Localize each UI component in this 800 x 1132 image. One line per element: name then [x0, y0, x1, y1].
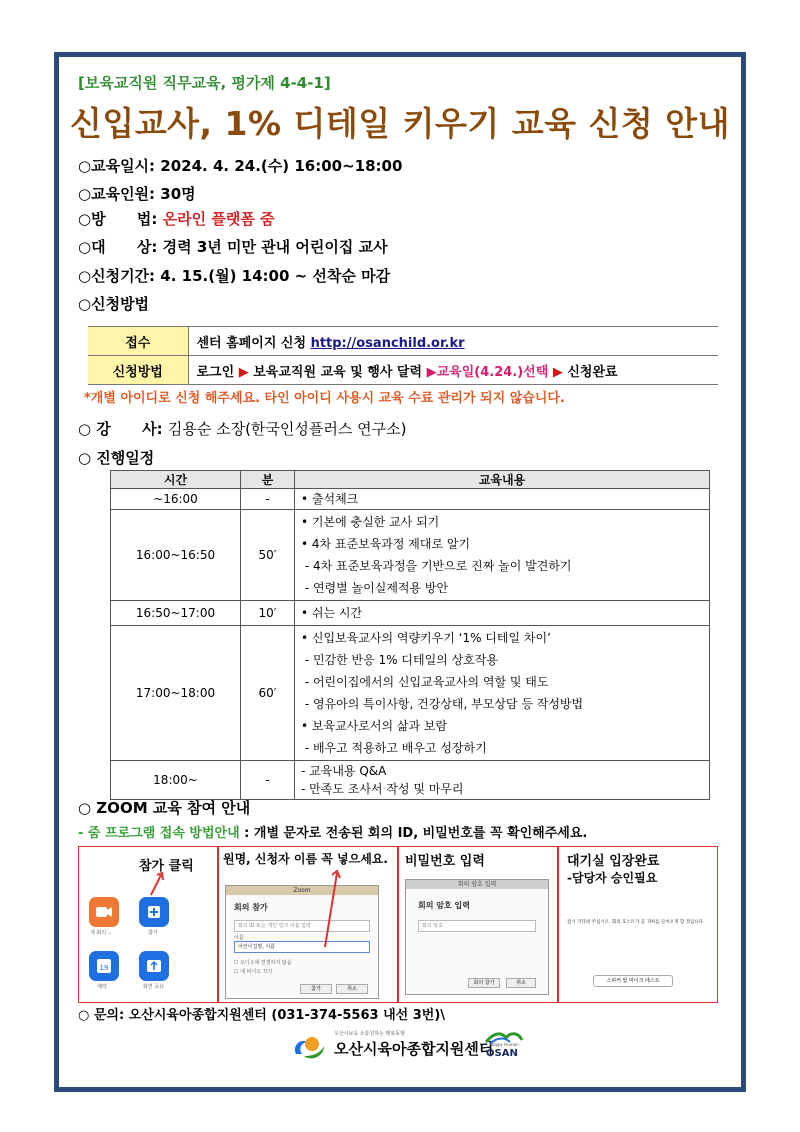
- option-video-off-label: 내 비디오 끄기: [240, 969, 273, 975]
- apply-table: [88, 326, 718, 385]
- apply-row1-text: 센터 홈페이지 신청: [196, 335, 307, 351]
- schedule-content: [295, 626, 710, 761]
- info-date-label: ○교육일시:: [78, 157, 156, 175]
- info-date: [78, 155, 402, 176]
- schedule-header-content: 교육내용: [295, 471, 710, 489]
- cancel-button[interactable]: 취소: [506, 978, 536, 988]
- schedule-content: [295, 601, 710, 626]
- instructor-label: ○ 강 사:: [78, 420, 163, 438]
- schedule-item: - 배우고 적용하고 배우고 성장하기: [301, 741, 487, 755]
- schedule-min: -: [241, 489, 295, 510]
- calendar-date: 19: [99, 964, 109, 972]
- name-field-label: 이름: [234, 935, 244, 941]
- schedule-label: ○ 진행일정: [78, 449, 155, 467]
- id-notice: *개별 아이디로 신청 해주세요. 타인 아이디 사용시 교육 수료 관리가 되지 않습니다.: [84, 391, 565, 406]
- step-calendar: 보육교직원 교육 및 행사 달력: [253, 364, 423, 380]
- zoom-panel-enter-name: [218, 846, 398, 1003]
- info-target-value: 경력 3년 미만 관내 어린이집 교사: [162, 238, 388, 256]
- schedule-table: [110, 470, 710, 800]
- arrow-icon: ▶: [238, 364, 249, 380]
- join-plus-icon[interactable]: [139, 897, 169, 927]
- info-people-label: ○교육인원:: [78, 185, 156, 203]
- option-no-audio-label: 오디오에 연결하지 않음: [240, 960, 292, 966]
- option-video-off[interactable]: ☐ 내 비디오 끄기: [234, 969, 273, 975]
- info-method-value: 온라인 플랫폼 줌: [162, 210, 275, 228]
- homepage-link[interactable]: http://osanchild.or.kr: [310, 335, 465, 351]
- new-meeting-label: 새 회의 ⌄: [90, 930, 112, 936]
- schedule-min: -: [241, 761, 295, 800]
- password-dialog: [405, 879, 549, 995]
- panel1-title: 참가 클릭: [139, 859, 194, 874]
- schedule-item: • 보육교사로서의 삶과 보람: [301, 719, 448, 733]
- table-row: [111, 626, 710, 761]
- meeting-id-input[interactable]: 회의 ID 또는 개인 링크 이름 입력: [234, 920, 370, 932]
- join-label: 참가: [148, 930, 158, 936]
- waiting-message: 잠시 기다려 주십시오. 회의 호스트가 곧 귀하를 들어오게 할 것입니다.: [567, 920, 705, 925]
- schedule-content: [295, 489, 710, 510]
- schedule-item: • 신입보육교사의 역량키우기 ‘1% 디테일 차이’: [301, 631, 551, 645]
- logo-name: 오산시육아종합지원센터: [334, 1040, 494, 1058]
- arrow-icon: ▶: [552, 364, 563, 380]
- table-row: [111, 489, 710, 510]
- dialog-titlebar: Zoom: [226, 886, 378, 895]
- logo-small-text: 오산시보육 소통원하는 행복동행: [334, 1031, 405, 1037]
- instructor: [78, 418, 406, 439]
- schedule-item: • 출석체크: [301, 492, 359, 506]
- video-camera-icon[interactable]: [89, 897, 119, 927]
- panel2-title: 원명, 신청자 이름 꼭 넣으세요.: [223, 852, 388, 866]
- apply-row-receipt: [88, 327, 718, 356]
- dialog-heading: 회의 참가: [234, 903, 268, 912]
- cancel-button[interactable]: 취소: [336, 984, 368, 994]
- arrow-icon: ▶: [426, 364, 437, 380]
- schedule-content: [295, 510, 710, 601]
- zoom-subtitle-green: - 줌 프로그램 접속 방법안내: [78, 826, 240, 841]
- schedule-item: • 기본에 충실한 교사 되기: [301, 515, 440, 529]
- schedule-time: 17:00~18:00: [111, 626, 241, 761]
- schedule-item: - 민감한 반응 1% 디테일의 상호작용: [301, 653, 498, 667]
- table-row: [111, 601, 710, 626]
- zoom-heading: ○ ZOOM 교육 참여 안내: [78, 799, 251, 817]
- info-people: [78, 183, 196, 204]
- option-no-audio[interactable]: ☐ 오디오에 연결하지 않음: [234, 960, 292, 966]
- schedule-item: - 4차 표준보육과정을 기반으로 진짜 놀이 발견하기: [301, 559, 572, 573]
- info-target-label: ○대 상:: [78, 238, 158, 256]
- join-meeting-button[interactable]: 회의 참가: [468, 978, 500, 988]
- arrow-up-icon: [319, 869, 345, 949]
- info-method-label: ○방 법:: [78, 210, 158, 228]
- share-screen-label: 화면 공유: [143, 984, 164, 990]
- info-period-label: ○신청기간:: [78, 267, 156, 285]
- panel4-title: 대기실 입장완료: [567, 854, 660, 869]
- panel3-title: 비밀번호 입력: [405, 854, 485, 869]
- schedule-item: - 영유아의 특이사항, 건강상태, 부모상담 등 작성방법: [301, 697, 584, 711]
- instructor-value: 김용순 소장(한국인성플러스 연구소): [167, 420, 407, 438]
- info-people-value: 30명: [160, 185, 196, 203]
- schedule-min: 10′: [241, 601, 295, 626]
- schedule-label-small: 예약: [97, 984, 107, 990]
- schedule-time: ~16:00: [111, 489, 241, 510]
- info-apply-method-label: ○신청방법: [78, 295, 150, 313]
- zoom-panel-join-click: [78, 846, 218, 1003]
- apply-row2-cell: [188, 356, 718, 385]
- schedule-content: [295, 761, 710, 800]
- zoom-subtitle: [78, 822, 587, 841]
- apply-row1-header: 접수: [88, 327, 188, 356]
- table-row: [111, 510, 710, 601]
- share-screen-icon[interactable]: [139, 951, 169, 981]
- step-select-date: 교육일(4.24.)선택: [436, 364, 549, 380]
- center-logo-icon: [290, 1030, 330, 1064]
- info-target: [78, 236, 388, 257]
- info-period-value: 4. 15.(월) 14:00 ~ 선착순 마감: [160, 267, 391, 285]
- schedule-item: - 만족도 조사서 작성 및 마무리: [301, 782, 464, 796]
- dialog-heading: 회의 암호 입력: [418, 901, 470, 910]
- schedule-header-time: 시간: [111, 471, 241, 489]
- schedule-time: 18:00~: [111, 761, 241, 800]
- schedule-header-min: 분: [241, 471, 295, 489]
- calendar-icon[interactable]: [89, 951, 119, 981]
- schedule-item: • 4차 표준보육과정 제대로 알기: [301, 537, 471, 551]
- schedule-item: - 어린이집에서의 신입교육교사의 역할 및 태도: [301, 675, 549, 689]
- schedule-item: - 교육내용 Q&A: [301, 764, 387, 778]
- step-login: 로그인: [196, 364, 235, 380]
- schedule-header-row: [111, 471, 710, 489]
- table-row: [111, 761, 710, 800]
- panel4-subtitle: -담당자 승인필요: [567, 871, 658, 885]
- schedule-min: 50′: [241, 510, 295, 601]
- info-date-value: 2024. 4. 24.(수) 16:00~18:00: [160, 157, 403, 175]
- dialog-titlebar: 회의 암호 입력: [406, 880, 548, 889]
- info-method: [78, 208, 275, 229]
- schedule-item: - 연령별 놀이실제적용 방안: [301, 581, 449, 595]
- join-dialog: [225, 885, 379, 999]
- logo-city-small: Happy Human: [490, 1042, 519, 1047]
- page-title: 신입교사, 1% 디테일 키우기 교육 신청 안내: [69, 104, 731, 143]
- schedule-time: 16:00~16:50: [111, 510, 241, 601]
- apply-row1-cell: [188, 327, 718, 356]
- apply-row2-header: 신청방법: [88, 356, 188, 385]
- category-tag: [보육교직원 직무교육, 평가제 4-4-1]: [78, 74, 331, 92]
- apply-row-method: [88, 356, 718, 385]
- speaker-mic-test-button[interactable]: 스피커 및 마이크 테스트: [593, 975, 673, 987]
- schedule-min: 60′: [241, 626, 295, 761]
- schedule-item: • 쉬는 시간: [301, 606, 363, 620]
- zoom-panel-password: [398, 846, 558, 1003]
- logo-city: OSAN: [486, 1048, 518, 1059]
- contact-info: ○ 문의: 오산시육아종합지원센터 (031-374-5563 내선 3번)\: [78, 1008, 446, 1023]
- schedule-time: 16:50~17:00: [111, 601, 241, 626]
- zoom-subtitle-rest: : 개별 문자로 전송된 회의 ID, 비밀번호를 꼭 확인해주세요.: [239, 826, 588, 841]
- zoom-panel-waiting-room: [558, 846, 718, 1003]
- arrow-up-icon: [147, 871, 171, 897]
- name-input[interactable]: 어린이집명, 이름: [234, 941, 370, 953]
- join-button[interactable]: 참가: [300, 984, 332, 994]
- info-period: [78, 265, 390, 286]
- step-complete: 신청완료: [567, 364, 618, 380]
- password-input[interactable]: 회의 암호: [418, 920, 536, 932]
